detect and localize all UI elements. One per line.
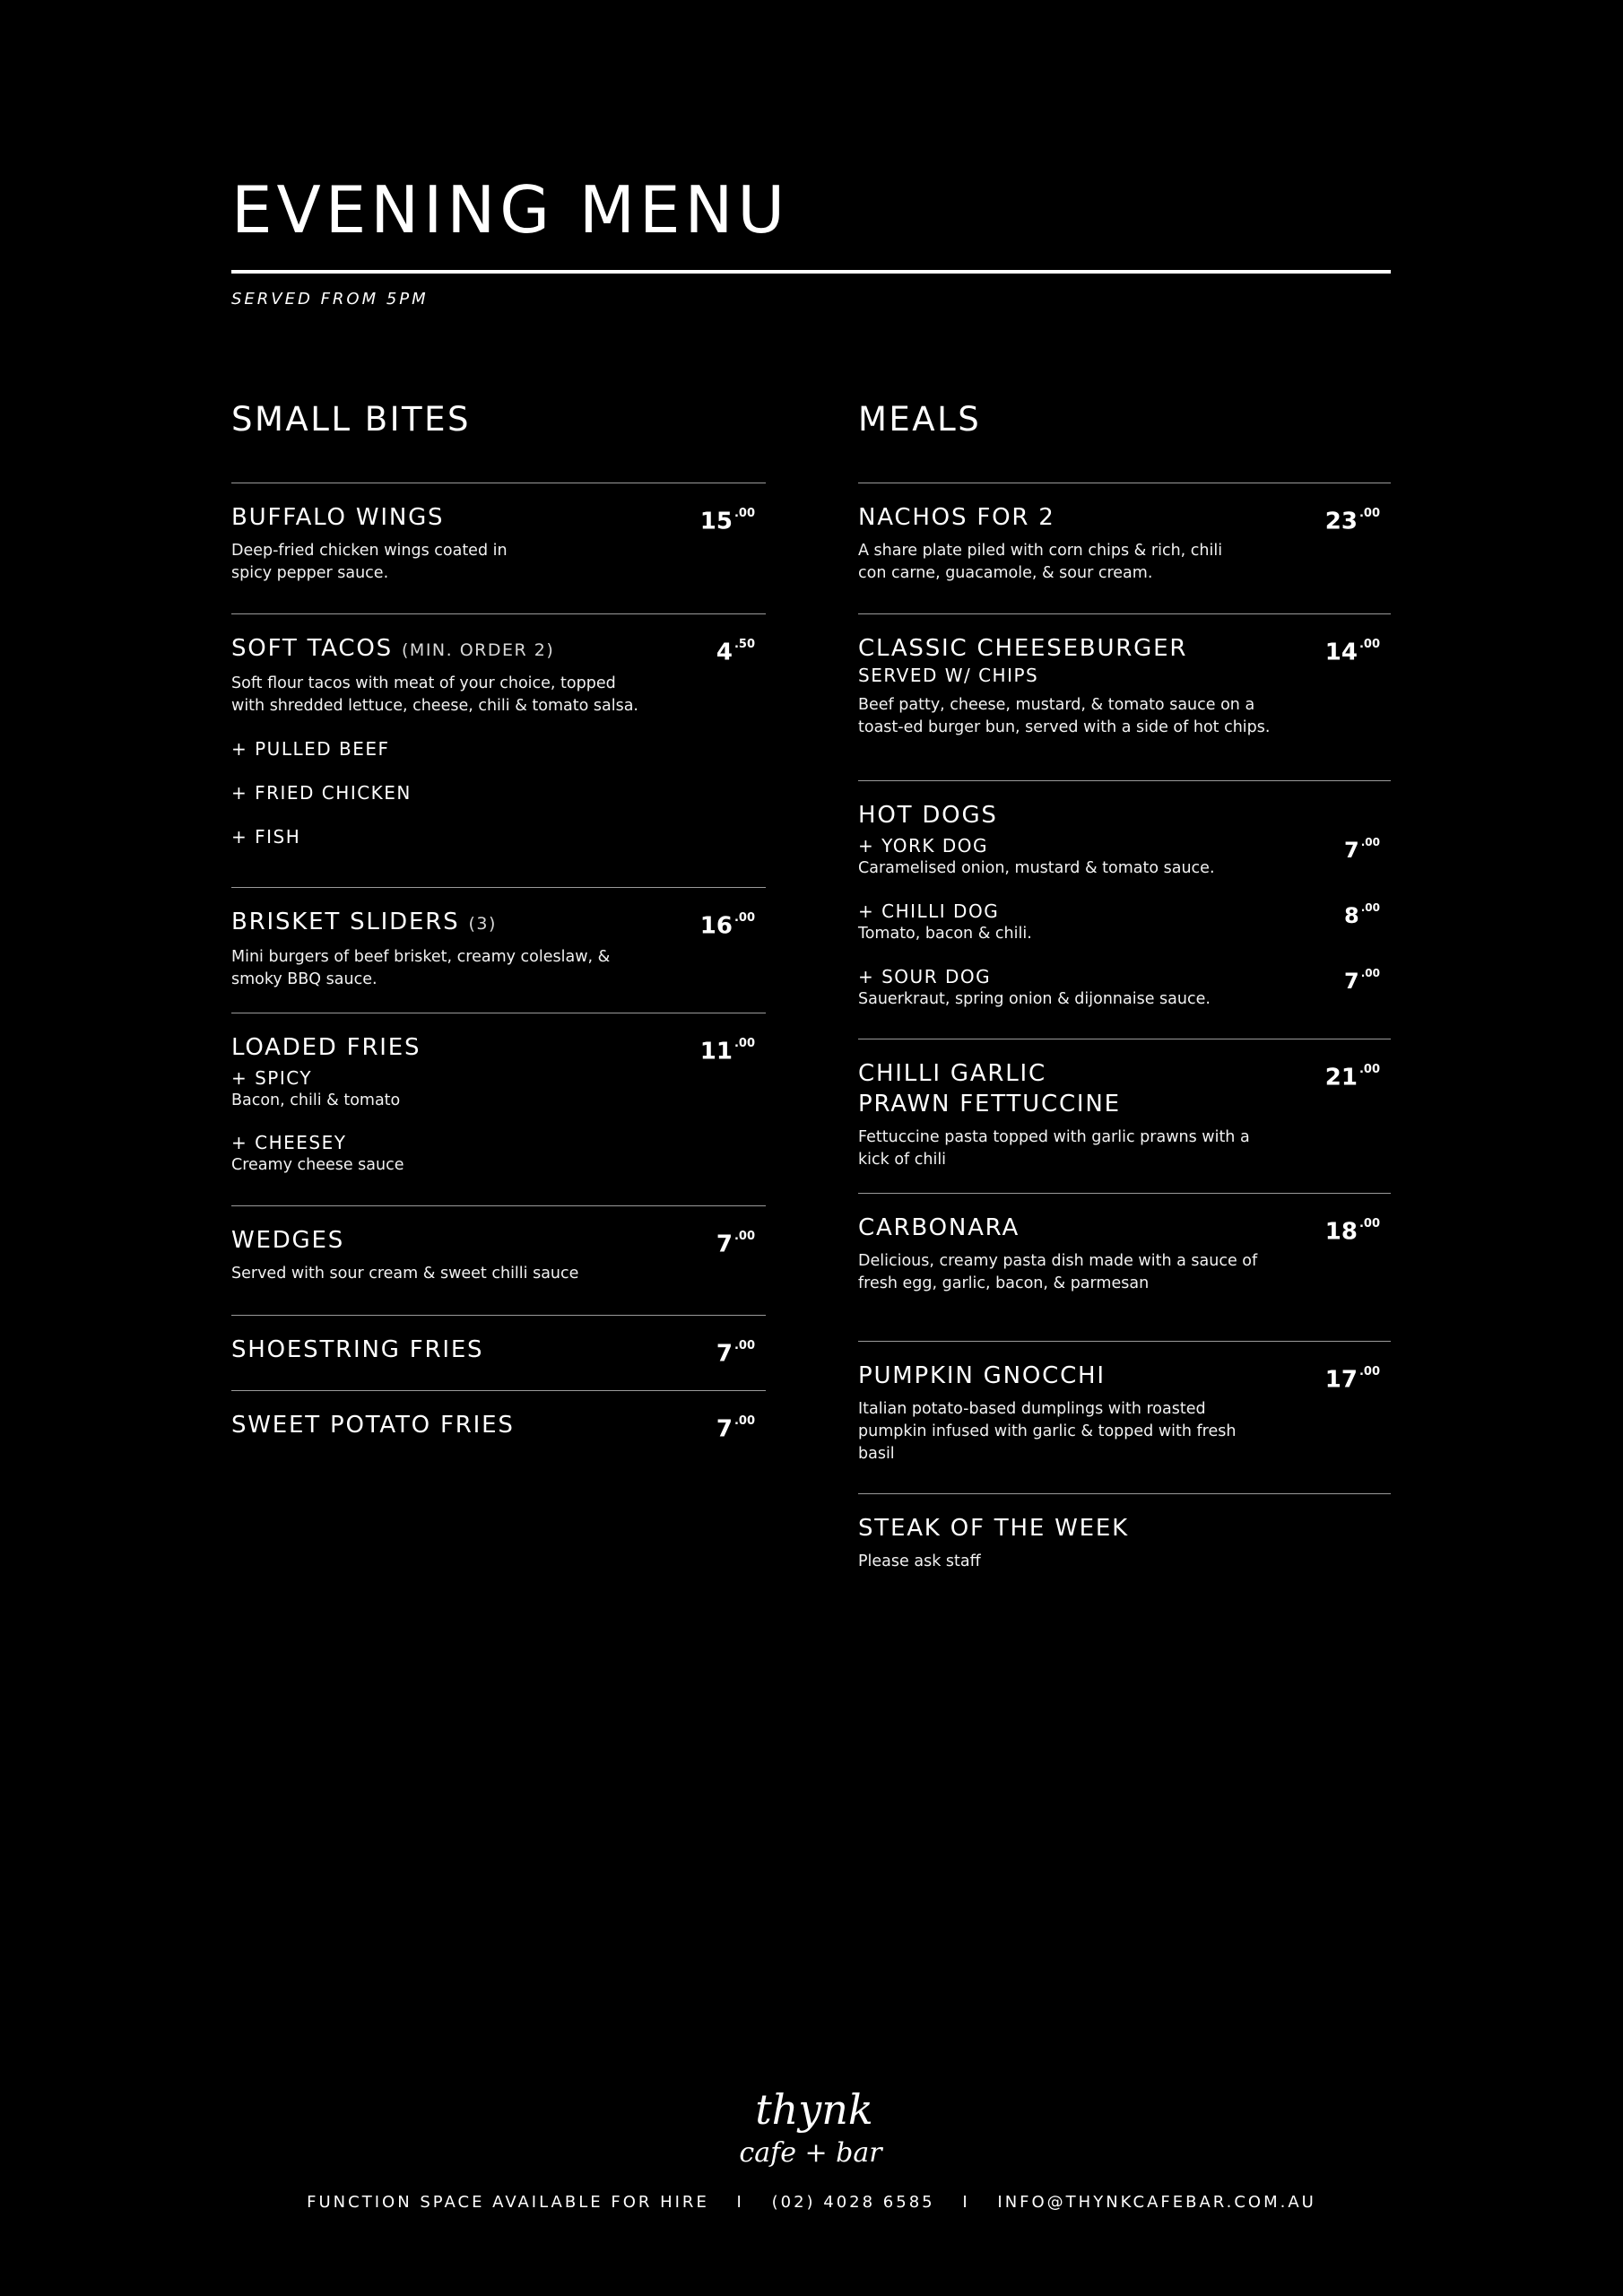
- option-price: 7 $^{.00}$: [1344, 967, 1380, 994]
- item-description: Italian potato-based dumplings with roasted pumpkin infused with garlic & topped with fresh basil: [858, 1400, 1237, 1463]
- item-name: WEDGES: [231, 1227, 345, 1254]
- item-subtitle: SERVED W/ CHIPS: [858, 665, 1039, 686]
- item-description: Fettuccine pasta topped with garlic prawns with a kick of chili: [858, 1128, 1250, 1169]
- option-pulled-beef: + PULLED BEEF: [231, 738, 390, 760]
- thynk-cafe-bar-logo: [725, 2079, 904, 2178]
- option-description: Creamy cheese sauce: [231, 1156, 404, 1174]
- footer-separator: I: [962, 2193, 970, 2212]
- item-description: Mini burgers of beef brisket, creamy coleslaw, & smoky BBQ sauce.: [231, 948, 611, 988]
- option-description: Sauerkraut, spring onion & dijonnaise sauce.: [858, 990, 1211, 1008]
- item-price: 7 $^{.00}$: [716, 1414, 755, 1443]
- footer-contact: [0, 2193, 1623, 2212]
- option-description: Caramelised onion, mustard & tomato sauce.: [858, 859, 1215, 877]
- menu-item-hot-dogs: [858, 780, 1391, 1039]
- item-name: SOFT TACOS (MIN. ORDER 2): [231, 635, 555, 662]
- item-description: Served with sour cream & sweet chilli sauce: [231, 1265, 579, 1283]
- menu-item-classic-cheeseburger: [858, 613, 1391, 780]
- menu-item-buffalo-wings: [231, 483, 766, 613]
- item-name: HOT DOGS: [858, 802, 998, 829]
- item-price: 23 $^{.00}$: [1324, 507, 1380, 535]
- item-price: 17 $^{.00}$: [1324, 1365, 1380, 1394]
- item-price: 18 $^{.00}$: [1324, 1217, 1380, 1246]
- logo-line1: thynk: [755, 2085, 873, 2134]
- item-price: 16 $^{.00}$: [699, 911, 755, 940]
- item-description: Please ask staff: [858, 1552, 981, 1570]
- menu-item-pumpkin-gnocchi: [858, 1341, 1391, 1493]
- menu-item-brisket-sliders: [231, 887, 766, 1013]
- title-divider: [231, 270, 1391, 274]
- item-description: Beef patty, cheese, mustard, & tomato sauce on a toast-ed burger bun, served with a side of hot chips.: [858, 696, 1271, 736]
- option-fish: + FISH: [231, 826, 301, 848]
- item-price: 21 $^{.00}$: [1324, 1063, 1380, 1091]
- option-label: + YORK DOG: [858, 835, 988, 857]
- menu-item-carbonara: [858, 1193, 1391, 1341]
- section-title-meals: MEALS: [858, 400, 982, 439]
- item-description: A share plate piled with corn chips & rich, chili con carne, guacamole, & sour cream.: [858, 542, 1223, 582]
- menu-item-sweet-potato-fries: [231, 1390, 766, 1465]
- footer-separator: I: [736, 2193, 744, 2212]
- option-price: 7 $^{.00}$: [1344, 836, 1380, 863]
- item-name: CLASSIC CHEESEBURGER: [858, 635, 1188, 662]
- item-name-line2: PRAWN FETTUCCINE: [858, 1091, 1121, 1118]
- item-description: Soft flour tacos with meat of your choice, topped with shredded lettuce, cheese, chili & tomato salsa.: [231, 674, 638, 715]
- phone-number: (02) 4028 6585: [771, 2193, 935, 2212]
- item-name-line1: CHILLI GARLIC: [858, 1060, 1046, 1087]
- page-title: EVENING MENU: [231, 172, 790, 248]
- option-description: Bacon, chili & tomato: [231, 1091, 401, 1109]
- small-bites-section: [231, 397, 766, 1465]
- menu-item-chilli-garlic-prawn-fettuccine: [858, 1039, 1391, 1193]
- meals-section: [858, 397, 1391, 1583]
- hot-dog-option-york: [858, 834, 1391, 879]
- option-fried-chicken: + FRIED CHICKEN: [231, 782, 412, 804]
- item-price: 15 $^{.00}$: [699, 507, 755, 535]
- email-link[interactable]: INFO@THYNKCAFEBAR.COM.AU: [997, 2193, 1316, 2212]
- menu-item-loaded-fries: [231, 1013, 766, 1205]
- menu-item-shoestring-fries: [231, 1315, 766, 1390]
- option-price: 8 $^{.00}$: [1344, 901, 1380, 928]
- item-price: 14 $^{.00}$: [1324, 638, 1380, 666]
- item-name: NACHOS FOR 2: [858, 504, 1055, 531]
- item-name: PUMPKIN GNOCCHI: [858, 1362, 1106, 1389]
- menu-item-steak-of-the-week: [858, 1493, 1391, 1583]
- function-hire-text: FUNCTION SPACE AVAILABLE FOR HIRE: [307, 2193, 709, 2212]
- item-description: Delicious, creamy pasta dish made with a sauce of fresh egg, garlic, bacon, & parmesan: [858, 1252, 1258, 1292]
- option-label: + CHILLI DOG: [858, 900, 1000, 922]
- item-name: SHOESTRING FRIES: [231, 1336, 484, 1363]
- item-name: BUFFALO WINGS: [231, 504, 445, 531]
- option-description: Tomato, bacon & chili.: [858, 925, 1032, 943]
- menu-item-wedges: [231, 1205, 766, 1315]
- item-price: 4 $^{.50}$: [716, 638, 755, 666]
- menu-item-nachos: [858, 483, 1391, 613]
- item-description: Deep-fried chicken wings coated in spicy pepper sauce.: [231, 542, 508, 582]
- item-note: (MIN. ORDER 2): [402, 640, 555, 660]
- item-note: (3): [468, 914, 497, 934]
- section-title-small-bites: SMALL BITES: [231, 400, 471, 439]
- item-name: CARBONARA: [858, 1214, 1020, 1241]
- logo-line2: cafe + bar: [739, 2137, 882, 2169]
- option-spicy: + SPICY: [231, 1067, 313, 1089]
- item-price: 11 $^{.00}$: [699, 1037, 755, 1065]
- item-name: BRISKET SLIDERS (3): [231, 909, 497, 935]
- item-name: STEAK OF THE WEEK: [858, 1515, 1129, 1542]
- item-price: 7 $^{.00}$: [716, 1230, 755, 1258]
- menu-item-soft-tacos: [231, 613, 766, 887]
- option-cheesey: + CHEESEY: [231, 1132, 347, 1153]
- hot-dog-option-sour: [858, 965, 1391, 1010]
- item-name: SWEET POTATO FRIES: [231, 1412, 515, 1439]
- item-price: 7 $^{.00}$: [716, 1339, 755, 1368]
- hot-dog-option-chilli: [858, 900, 1391, 944]
- option-label: + SOUR DOG: [858, 966, 992, 987]
- item-name: LOADED FRIES: [231, 1034, 421, 1061]
- served-from-note: SERVED FROM 5PM: [231, 290, 429, 309]
